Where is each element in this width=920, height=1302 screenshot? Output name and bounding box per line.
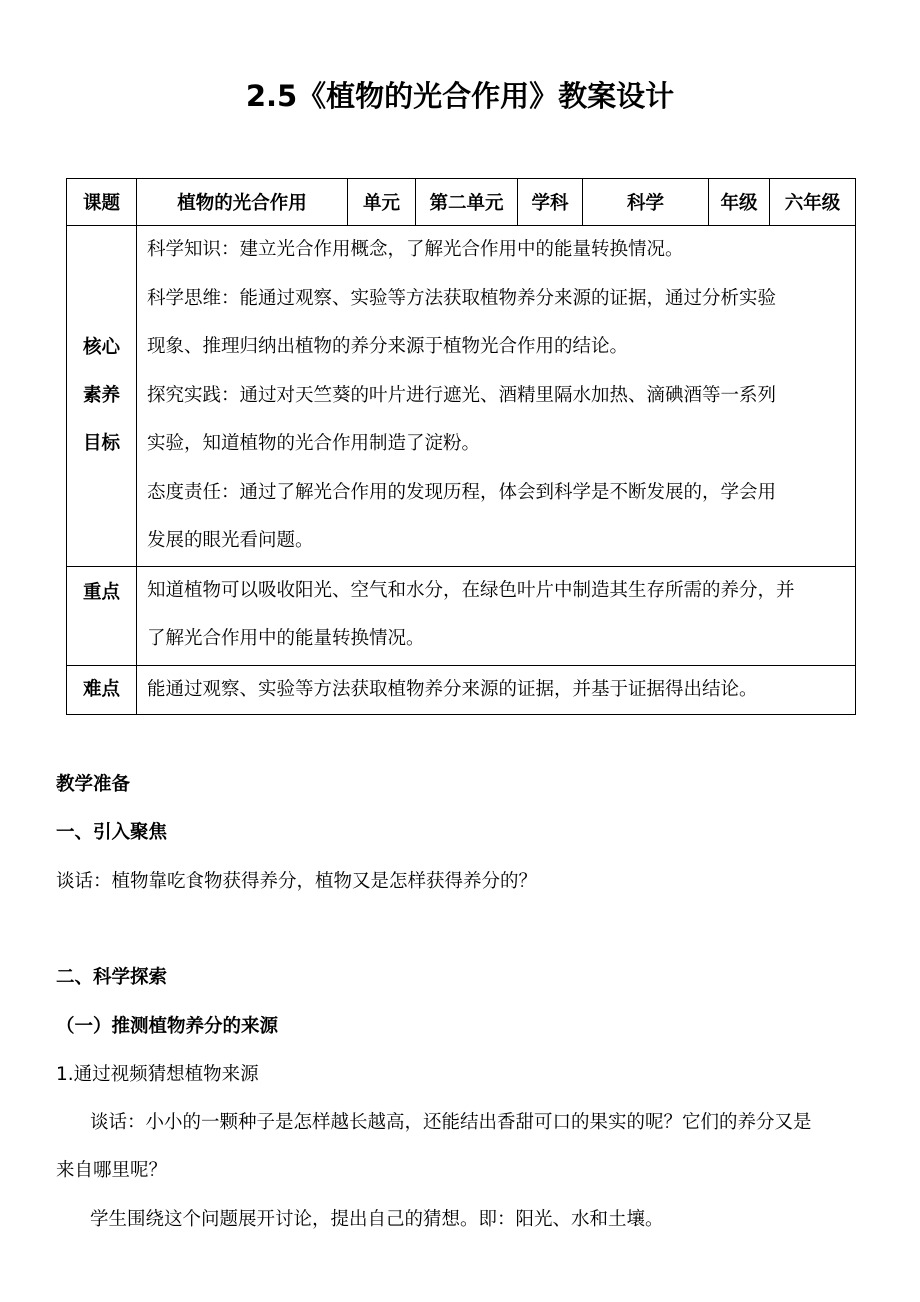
goal-line: 态度责任：通过了解光合作用的发现历程，体会到科学是不断发展的，学会用 (147, 481, 777, 503)
discussion-text: 学生围绕这个问题展开讨论，提出自己的猜想。即：阳光、水和土壤。 (90, 1209, 664, 1230)
difficulties-label: 难点 (67, 665, 137, 715)
difficulties-row (67, 665, 856, 715)
goals-label-line: 素养 (82, 384, 120, 406)
page-title: 2.5《植物的光合作用》教案设计 (245, 79, 675, 113)
goals-label-line: 核心 (82, 336, 120, 358)
goal-line: 发展的眼光看问题。 (147, 530, 314, 551)
subject-value: 科学 (583, 179, 709, 226)
talk-line: 谈话：小小的一颗种子是怎样越长越高，还能结出香甜可口的果实的呢？它们的养分又是 (90, 1112, 812, 1133)
table-header-row (67, 179, 856, 226)
prep-heading: 教学准备 (56, 774, 131, 795)
subject-label: 学科 (518, 179, 583, 226)
goals-row (67, 226, 856, 567)
goals-content (137, 226, 856, 567)
goal-line: 探究实践：通过对天竺葵的叶片进行遮光、酒精里隔水加热、滴碘酒等一系列 (147, 384, 777, 406)
goals-label-line: 目标 (82, 432, 120, 454)
topic-value: 植物的光合作用 (137, 179, 348, 226)
talk-paragraph (56, 1108, 876, 1186)
goal-line: 科学知识：建立光合作用概念，了解光合作用中的能量转换情况。 (147, 239, 684, 260)
key-point-line: 了解光合作用中的能量转换情况。 (147, 628, 425, 649)
goal-line: 科学思维：能通过观察、实验等方法获取植物养分来源的证据，通过分析实验 (147, 287, 777, 309)
key-points-label: 重点 (67, 566, 137, 665)
key-point-line: 知道植物可以吸收阳光、空气和水分，在绿色叶片中制造其生存所需的养分，并 (147, 579, 795, 601)
goal-line: 现象、推理归纳出植物的养分来源于植物光合作用的结论。 (147, 336, 629, 357)
goal-line: 实验，知道植物的光合作用制造了淀粉。 (147, 433, 481, 454)
intro-heading: 一、引入聚焦 (56, 822, 168, 843)
sub-heading: （一）推测植物养分的来源 (56, 1016, 279, 1037)
key-points-content (137, 566, 856, 665)
difficulties-content: 能通过观察、实验等方法获取植物养分来源的证据，并基于证据得出结论。 (137, 665, 856, 715)
grade-value: 六年级 (770, 179, 856, 226)
grade-label: 年级 (709, 179, 770, 226)
talk-line: 来自哪里呢？ (56, 1160, 168, 1181)
key-points-row (67, 566, 856, 665)
explore-heading: 二、科学探索 (56, 967, 168, 988)
unit-value: 第二单元 (416, 179, 518, 226)
unit-label: 单元 (348, 179, 416, 226)
lesson-info-table (66, 178, 856, 715)
topic-label: 课题 (67, 179, 137, 226)
goals-label (67, 226, 137, 567)
step-heading: 1.通过视频猜想植物来源 (56, 1064, 259, 1085)
intro-text: 谈话：植物靠吃食物获得养分，植物又是怎样获得养分的？ (56, 871, 538, 892)
